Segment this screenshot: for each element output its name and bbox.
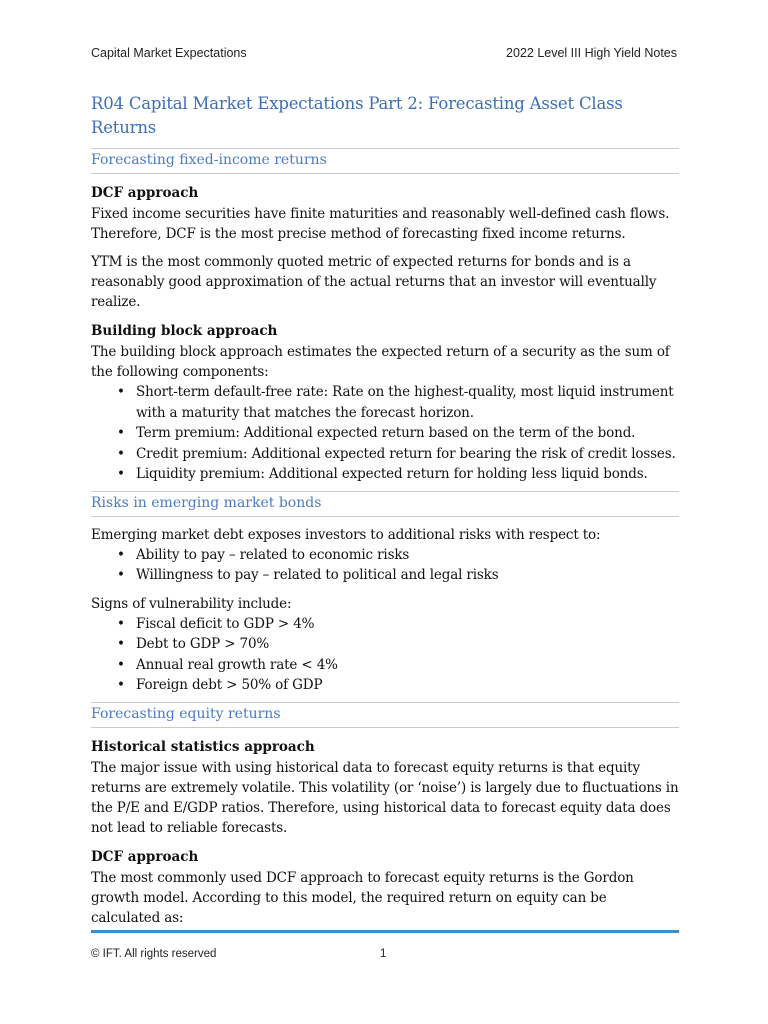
list-item: • Credit premium: Additional expected return for bearing the risk of credit losses. (136, 444, 679, 465)
list-item: • Short-term default-free rate: Rate on the highest-quality, most liquid instrument with a maturity that matches the forecast horizon. (136, 382, 679, 423)
list-item: • Debt to GDP > 70% (136, 634, 679, 655)
header-right: 2022 Level III High Yield Notes (506, 46, 677, 60)
paragraph: The major issue with using historical data to forecast equity returns is that equity returns are extremely volatile. This volatility (or ‘noise’) is largely due to fluctuations in the P/E and E/GDP ratios. Therefore, using historical data to forecast equity data does not lead to reliable forecasts. (91, 759, 679, 836)
building-block-list (91, 382, 679, 485)
section-heading-equity: Forecasting equity returns (91, 705, 281, 722)
list-item: • Willingness to pay – related to political and legal risks (136, 565, 679, 586)
risk-list (91, 545, 679, 586)
paragraph: The building block approach estimates the expected return of a security as the sum of the following components: (91, 344, 670, 380)
vulnerability-list (91, 614, 679, 696)
section-heading-fixed-income: Forecasting fixed-income returns (91, 152, 327, 168)
paragraph: Signs of vulnerability include: (91, 595, 292, 612)
list-item: • Ability to pay – related to economic risks (136, 545, 679, 566)
subheading-dcf-fixed-income: DCF approach (91, 185, 199, 201)
list-item: • Foreign debt > 50% of GDP (136, 675, 679, 696)
header-left: Capital Market Expectations (91, 46, 247, 60)
paragraph: The most commonly used DCF approach to forecast equity returns is the Gordon growth model. According to this model, the required return on equity can be calculated as: (91, 869, 634, 926)
footer-copyright: © IFT. All rights reserved (91, 948, 217, 960)
subheading-dcf-equity: DCF approach (91, 848, 199, 865)
section-rule-bottom (91, 727, 679, 728)
subheading-building-block: Building block approach (91, 323, 278, 339)
list-item: • Annual real growth rate < 4% (136, 655, 679, 676)
subheading-historical: Historical statistics approach (91, 738, 315, 755)
page-number: 1 (380, 948, 387, 960)
section-rule-bottom (91, 173, 679, 174)
section-heading-emerging-market: Risks in emerging market bonds (91, 494, 322, 511)
paragraph: Emerging market debt exposes investors to additional risks with respect to: (91, 526, 601, 543)
page-header (91, 46, 677, 60)
document-title: R04 Capital Market Expectations Part 2: Forecasting Asset Class Returns (91, 94, 623, 137)
paragraph: Fixed income securities have finite maturities and reasonably well-defined cash flows. Therefore, DCF is the most precise method of forecasting fixed income returns. (91, 206, 670, 242)
list-item: • Term premium: Additional expected return based on the term of the bond. (136, 423, 679, 444)
paragraph: YTM is the most commonly quoted metric of expected returns for bonds and is a reasonably good approximation of the actual returns that an investor will eventually realize. (91, 254, 657, 310)
list-item: • Fiscal deficit to GDP > 4% (136, 614, 679, 635)
main-content (91, 92, 679, 936)
footer-divider (91, 930, 679, 933)
list-item: • Liquidity premium: Additional expected return for holding less liquid bonds. (136, 464, 679, 485)
